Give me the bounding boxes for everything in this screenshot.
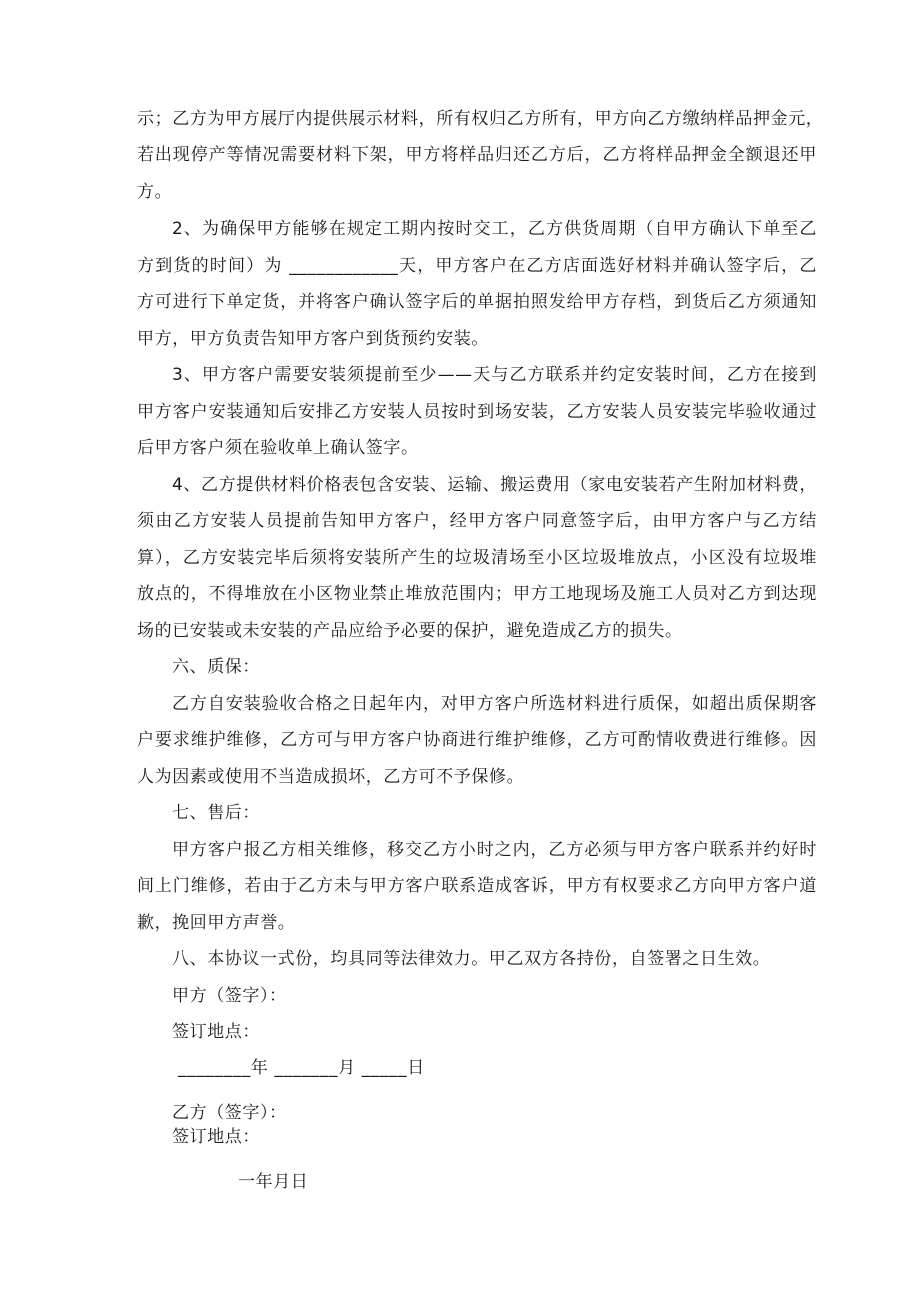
text-line: 后甲方客户须在验收单上确认签字。	[137, 438, 419, 458]
text-line: 若出现停产等情况需要材料下架，甲方将样品归还乙方后，乙方将样品押金全额退还甲	[137, 145, 817, 165]
date-blank-line: ________年 _______月 _____日	[172, 1058, 425, 1078]
date-line: 一年月日	[238, 1172, 309, 1192]
section-heading: 六、质保：	[172, 657, 260, 677]
text-line: 八、本协议一式份，均具同等法律效力。甲乙双方各持份，自签署之日生效。	[172, 949, 771, 969]
text-line: 乙方自安装验收合格之日起年内，对甲方客户所选材料进行质保，如超出质保期客	[172, 694, 817, 714]
text-line: 3、甲方客户需要安装须提前至少——天与乙方联系并约定安装时间，乙方在接到	[172, 365, 817, 385]
text-line: 户要求维护维修，乙方可与甲方客户协商进行维护维修，乙方可酌情收费进行维修。因	[137, 730, 817, 750]
text-line: 须由乙方安装人员提前告知甲方客户，经甲方客户同意签字后，由甲方客户与乙方结	[137, 511, 817, 531]
text-line: 方。	[137, 182, 173, 202]
text-line: 甲方客户安装通知后安排乙方安装人员按时到场安装，乙方安装人员安装完毕验收通过	[137, 402, 817, 422]
text-line: 间上门维修，若由于乙方未与甲方客户联系造成客诉，甲方有权要求乙方向甲方客户道	[137, 876, 817, 896]
text-line: 歉，挽回甲方声誉。	[137, 913, 296, 933]
text-line: 方到货的时间）为 ____________天，甲方客户在乙方店面选好材料并确认签字后，乙	[137, 256, 817, 276]
text-line: 甲方客户报乙方相关维修，移交乙方小时之内，乙方必须与甲方客户联系并约好时	[172, 840, 817, 860]
text-line: 4、乙方提供材料价格表包含安装、运输、搬运费用（家电安装若产生附加材料费，	[172, 475, 818, 495]
signing-location-label: 签订地点：	[172, 1022, 260, 1042]
signing-location-label: 签订地点：	[172, 1127, 260, 1147]
signature-label-party-a: 甲方（签字）：	[172, 986, 287, 1006]
text-line: 人为因素或使用不当造成损坏，乙方可不予保修。	[137, 767, 525, 787]
text-line: 方可进行下单定货，并将客户确认签字后的单据拍照发给甲方存档，到货后乙方须通知	[137, 292, 817, 312]
signature-label-party-b: 乙方（签字）：	[172, 1103, 287, 1123]
text-line: 甲方，甲方负责告知甲方客户到货预约安装。	[137, 329, 489, 349]
text-line: 示；乙方为甲方展厅内提供展示材料，所有权归乙方所有，甲方向乙方缴纳样品押金元，	[137, 109, 824, 129]
text-line: 算），乙方安装完毕后须将安装所产生的垃圾清场至小区垃圾堆放点，小区没有垃圾堆	[137, 548, 817, 568]
text-line: 放点的，不得堆放在小区物业禁止堆放范围内；甲方工地现场及施工人员对乙方到达现	[137, 584, 817, 604]
text-line: 2、为确保甲方能够在规定工期内按时交工，乙方供货周期（自甲方确认下单至乙	[172, 219, 817, 239]
text-line: 场的已安装或未安装的产品应给予必要的保护，避免造成乙方的损失。	[137, 621, 683, 641]
section-heading: 七、售后：	[172, 803, 260, 823]
